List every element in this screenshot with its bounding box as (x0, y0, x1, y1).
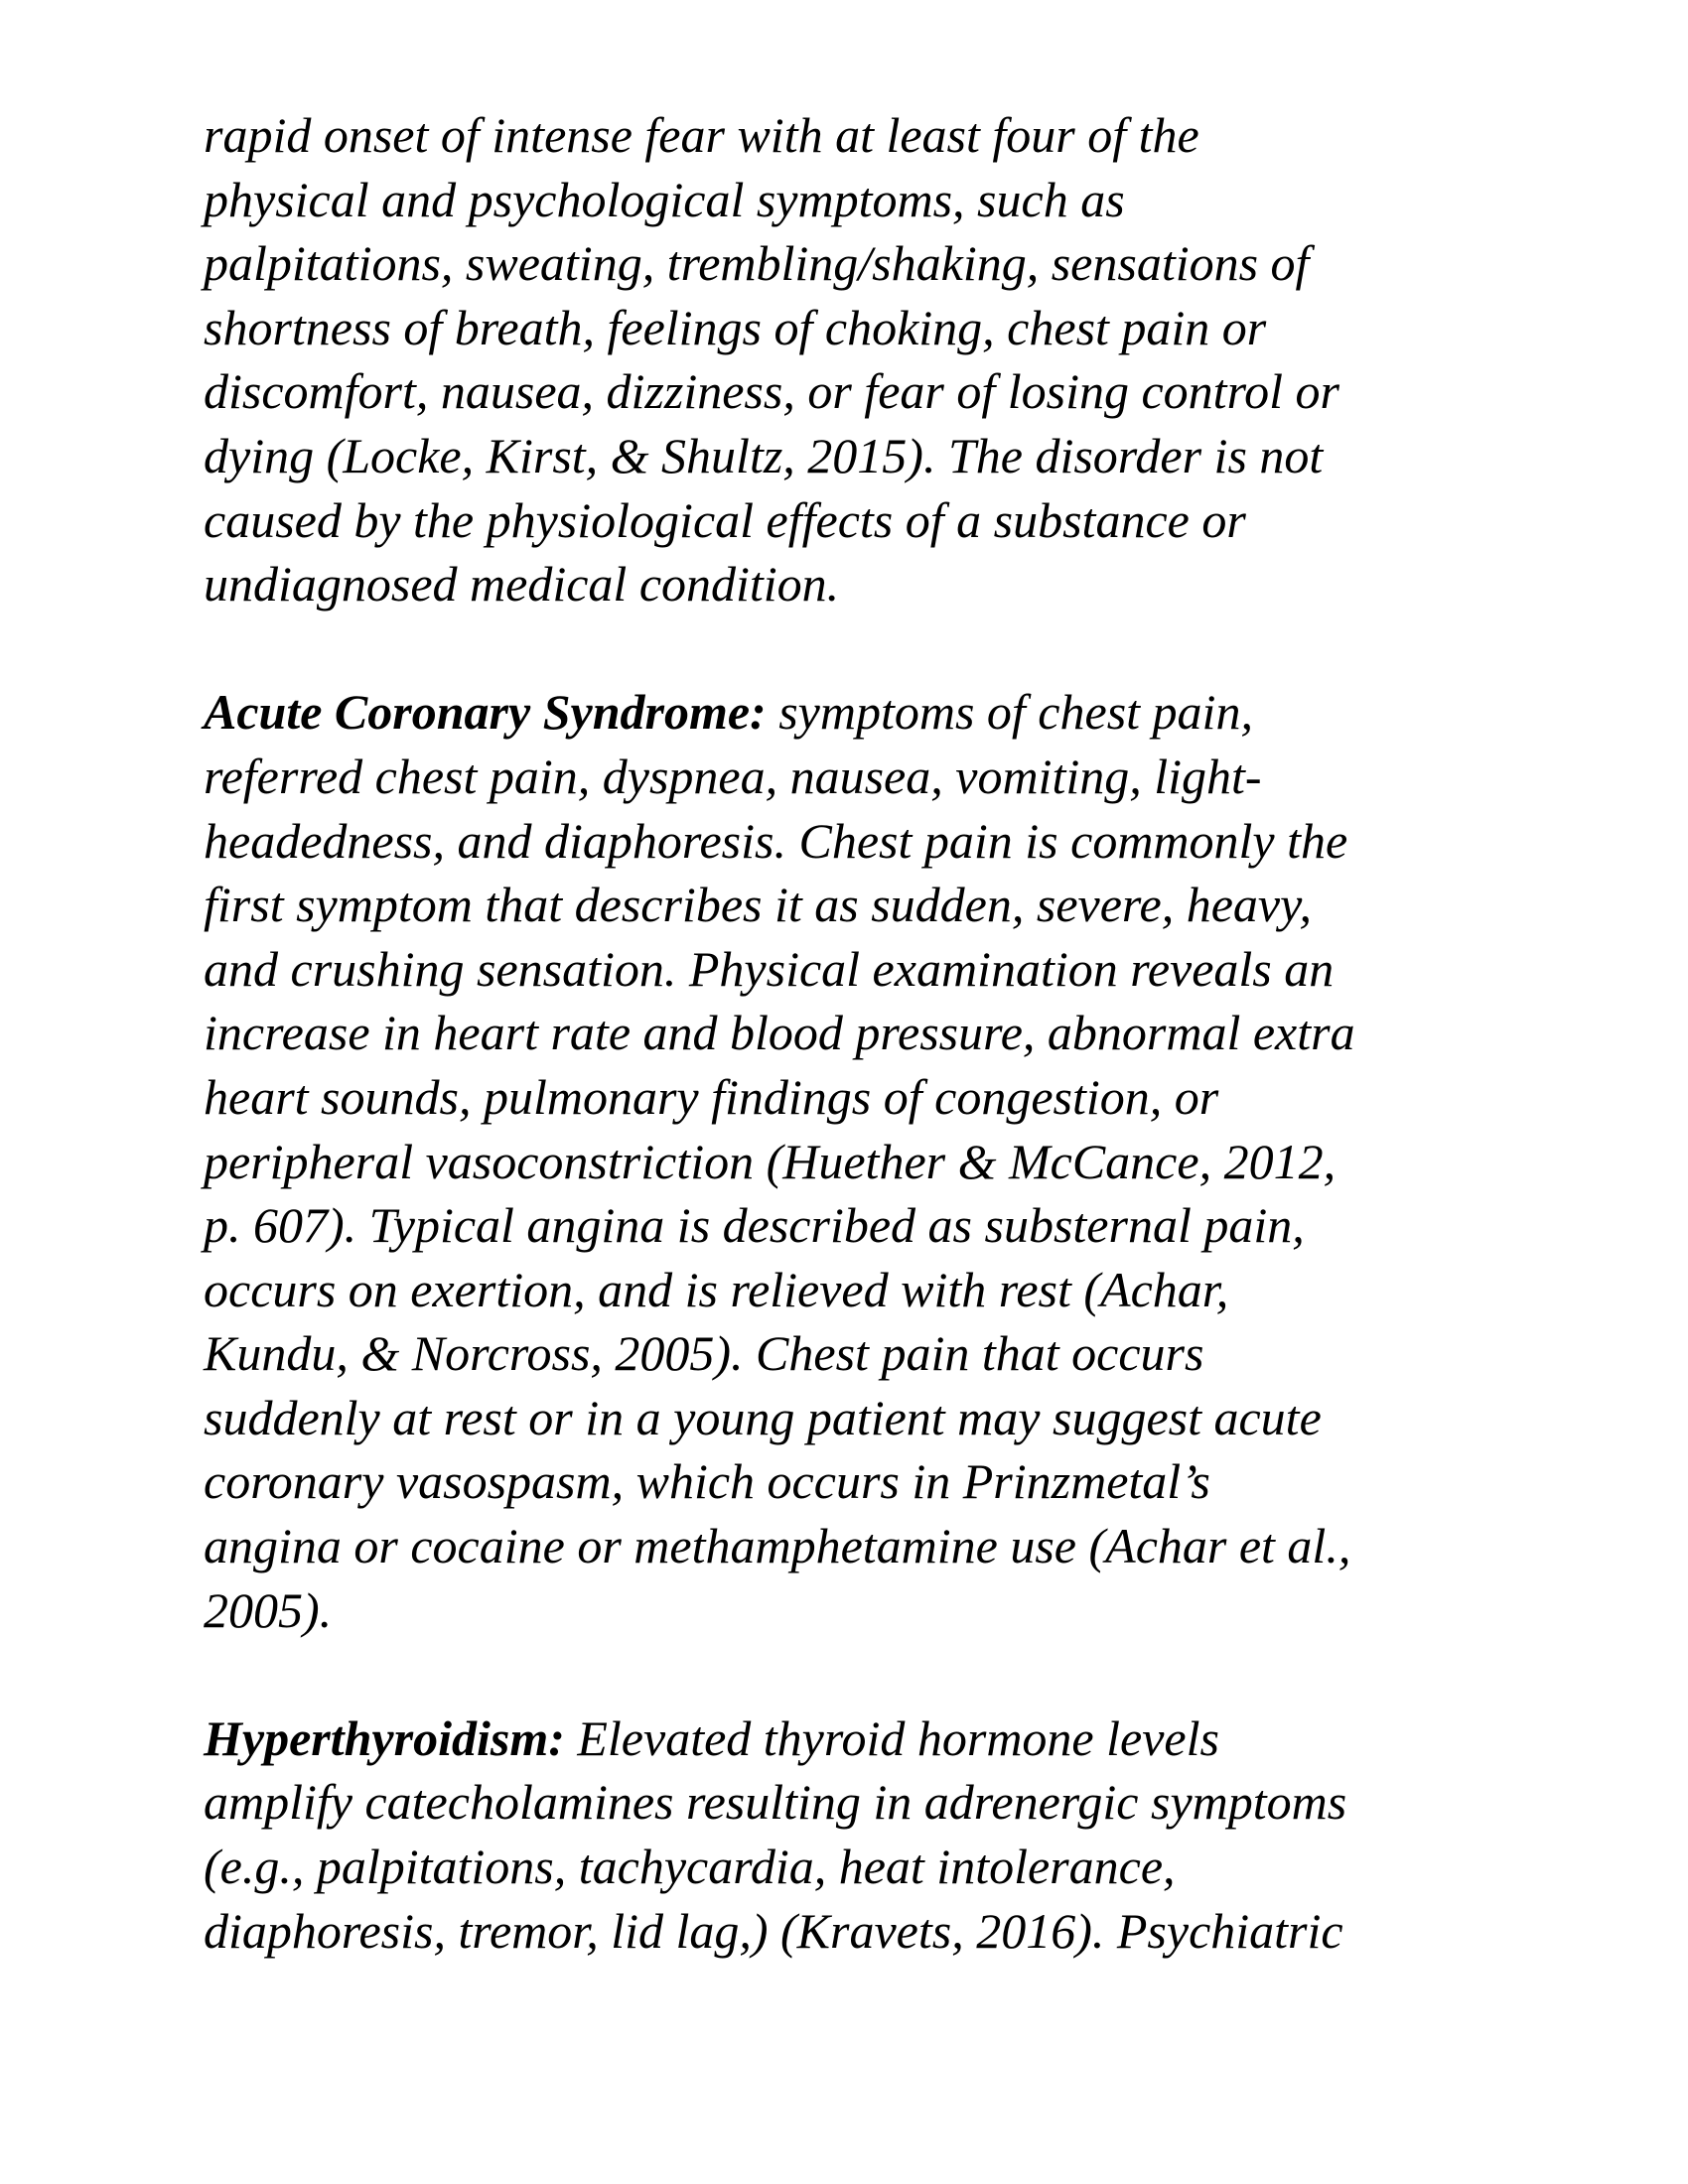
text-line: undiagnosed medical condition. (204, 556, 840, 613)
term-hyperthyroidism: Hyperthyroidism: (204, 1709, 565, 1766)
paragraph-hyperthyroidism (204, 1706, 1494, 1963)
text-line: angina or cocaine or methamphetamine use (Achar et al., (204, 1518, 1351, 1574)
text-line: coronary vasospasm, which occurs in Prinzmetal’s (204, 1453, 1210, 1510)
text-line (204, 680, 1494, 745)
text-line: increase in heart rate and blood pressure, abnormal extra (204, 1005, 1355, 1061)
text-line: dying (Locke, Kirst, & Shultz, 2015). The disorder is not (204, 427, 1324, 483)
paragraph-panic-disorder (204, 103, 1494, 616)
document-page (204, 103, 1494, 1963)
text-line: 2005). (204, 1581, 333, 1638)
text-line: and crushing sensation. Physical examination reveals an (204, 940, 1335, 997)
term-definition-start: Elevated thyroid hormone levels (564, 1709, 1219, 1766)
text-line: (e.g., palpitations, tachycardia, heat intolerance, (204, 1839, 1176, 1895)
text-line: amplify catecholamines resulting in adrenergic symptoms (204, 1774, 1347, 1831)
term-definition-start: symptoms of chest pain, (766, 684, 1253, 741)
text-line: occurs on exertion, and is relieved with rest (Achar, (204, 1261, 1229, 1317)
text-line: caused by the physiological effects of a substance or (204, 491, 1246, 548)
paragraph-spacer (204, 1642, 1494, 1706)
text-line: shortness of breath, feelings of choking, chest pain or (204, 299, 1267, 355)
term-acute-coronary-syndrome: Acute Coronary Syndrome: (204, 684, 767, 741)
text-line: heart sounds, pulmonary findings of congestion, or (204, 1068, 1219, 1125)
text-line: p. 607). Typical angina is described as substernal pain, (204, 1197, 1305, 1254)
text-line: peripheral vasoconstriction (Huether & McCance, 2012, (204, 1133, 1336, 1189)
paragraph-acute-coronary-syndrome (204, 680, 1494, 1642)
text-line: Kundu, & Norcross, 2005). Chest pain that occurs (204, 1325, 1204, 1382)
text-line: first symptom that describes it as sudden, severe, heavy, (204, 877, 1313, 933)
paragraph-spacer (204, 616, 1494, 681)
text-line: discomfort, nausea, dizziness, or fear of losing control or (204, 363, 1340, 420)
text-line: headedness, and diaphoresis. Chest pain is commonly the (204, 812, 1348, 869)
text-line: suddenly at rest or in a young patient may suggest acute (204, 1389, 1322, 1445)
text-line: palpitations, sweating, trembling/shaking, sensations of (204, 235, 1310, 292)
text-line (204, 1706, 1494, 1771)
text-line: rapid onset of intense fear with at least four of the (204, 107, 1199, 163)
text-line: referred chest pain, dyspnea, nausea, vomiting, light- (204, 748, 1262, 804)
text-line: physical and psychological symptoms, such as (204, 171, 1125, 227)
text-line: diaphoresis, tremor, lid lag,) (Kravets, 2016). Psychiatric (204, 1902, 1343, 1959)
